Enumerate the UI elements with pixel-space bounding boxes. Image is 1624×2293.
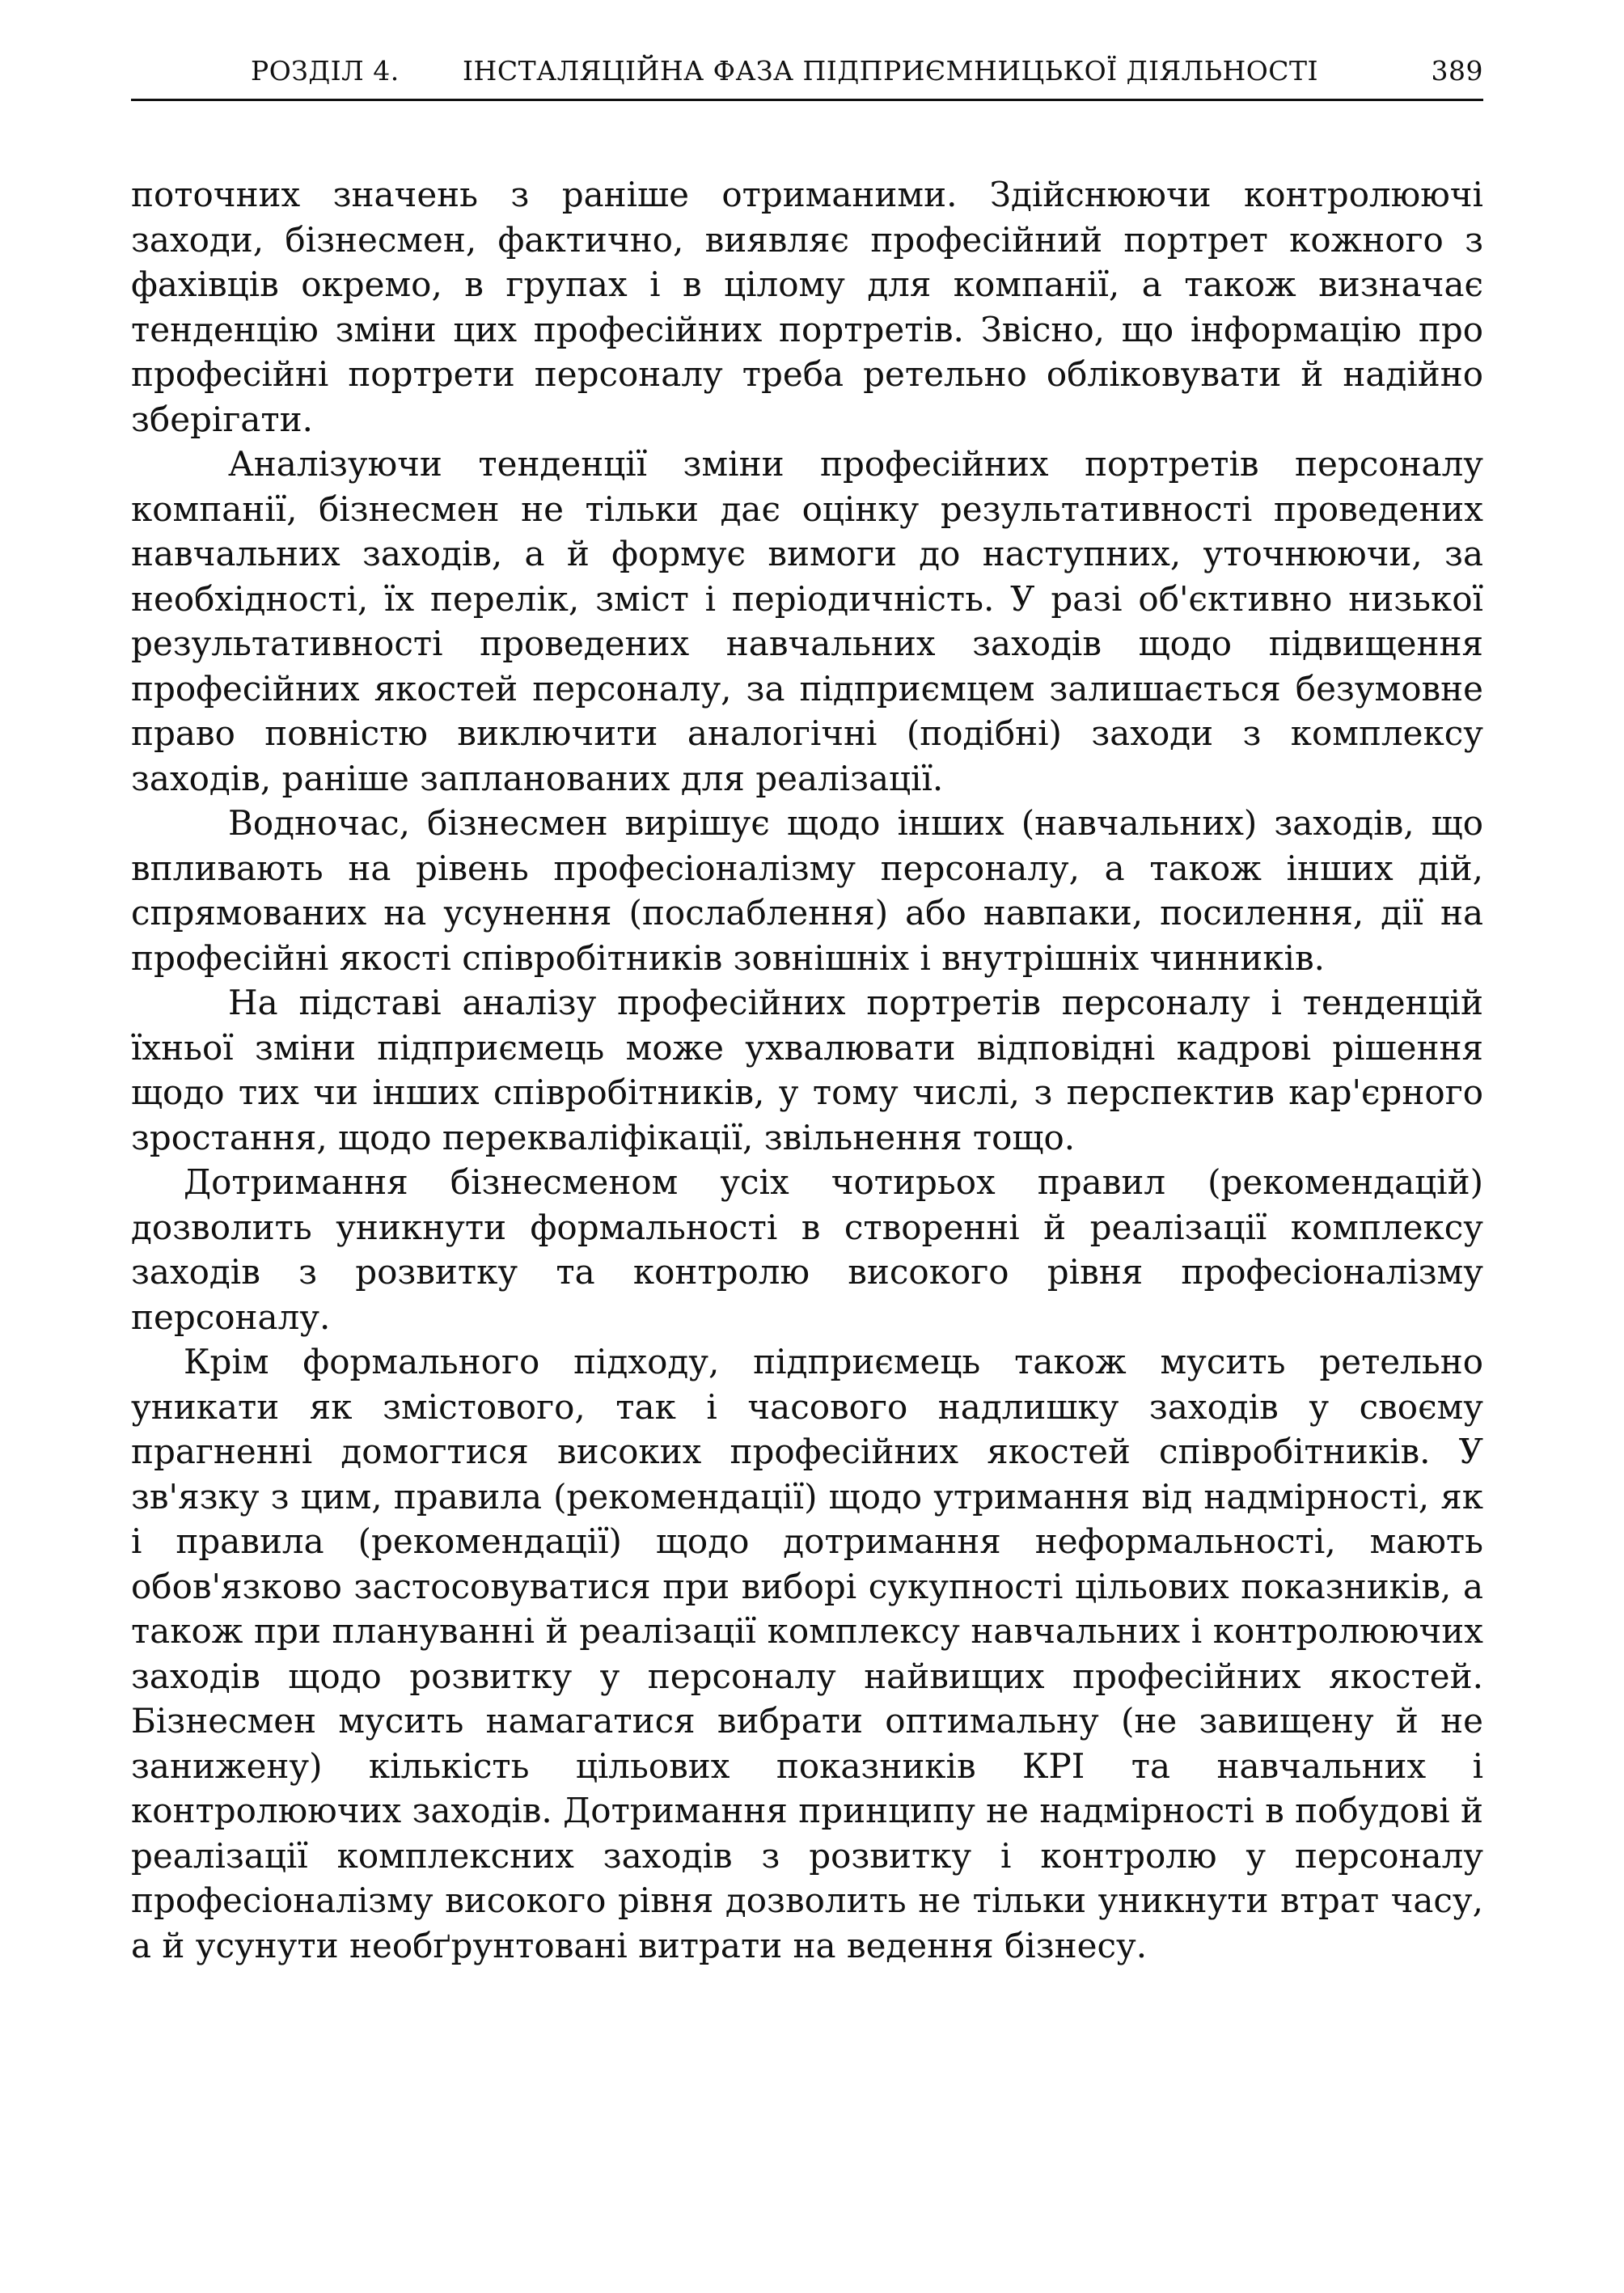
paragraph: Дотримання бізнесменом усіх чотирьох правил (рекомендацій) дозволить уникнути формальності в створенні й реалізації комплексу заходів з розвитку та контролю високого рівня професіоналізму персоналу. — [131, 1162, 1483, 1337]
paragraph: Водночас, бізнесмен вирішує щодо інших (навчальних) заходів, що впливають на рівень професіоналізму персоналу, а також інших дій, спрямованих на усунення (послаблення) або навпаки, посилення, дії на професійні якості співробітників зовнішніх і внутрішніх чинників. — [131, 803, 1483, 978]
chapter-label: РОЗДІЛ 4. — [251, 55, 400, 87]
paragraph: Аналізуючи тенденції зміни професійних портретів персоналу компанії, бізнесмен не тільки дає оцінку результативності проведених навчальних заходів, а й формує вимоги до наступних, уточнюючи, за необхідності, їх перелік, зміст і періодичність. У разі об'єктивно низької результативності проведених навчальних заходів щодо підвищення професійних якостей персоналу, за підприємцем залишається безумовне право повністю виключити аналогічні (подібні) заходи з комплексу заходів, раніше запланованих для реалізації. — [131, 444, 1483, 798]
paragraph: На підставі аналізу професійних портретів персоналу і тенденцій їхньої зміни підприємець може ухвалювати відповідні кадрові рішення щодо тих чи інших співробітників, у тому числі, з перспектив кар'єрного зростання, щодо перекваліфікації, звільнення тощо. — [131, 983, 1483, 1157]
paragraph-continued: поточних значень з раніше отриманими. Здійснюючи контролюючі заходи, бізнесмен, фактично, виявляє професійний портрет кожного з фахівців окремо, в групах і в цілому для компанії, а також визначає тенденцію зміни цих професійних портретів. Звісно, що інформацію про професійні портрети персоналу треба ретельно обліковувати й надійно зберігати. — [131, 175, 1483, 439]
paragraph: Крім формального підходу, підприємець також мусить ретельно уникати як змістового, так і часового надлишку заходів у своєму прагненні домогтися високих професійних якостей співробітників. У зв'язку з цим, правила (рекомендації) щодо утримання від надмірності, як і правила (рекомендації) щодо дотримання неформальності, мають обов'язково застосовуватися при виборі сукупності цільових показників, а також при плануванні й реалізації комплексу навчальних і контролюючих заходів щодо розвитку у персоналу найвищих професійних якостей. Бізнесмен мусить намагатися вибрати оптимальну (не завищену й не занижену) кількість цільових показників КРІ та навчальних і контролюючих заходів. Дотримання принципу не надмірності в побудові й реалізації комплексних заходів з розвитку і контролю у персоналу професіоналізму високого рівня дозволить не тільки уникнути втрат часу, а й усунути необґрунтовані витрати на ведення бізнесу. — [131, 1342, 1483, 1965]
page-number: 389 — [1431, 55, 1483, 87]
running-head — [131, 47, 1483, 101]
chapter-title: ІНСТАЛЯЦІЙНА ФАЗА ПІДПРИЄМНИЦЬКОЇ ДІЯЛЬНОСТІ — [463, 55, 1319, 87]
body-text — [131, 172, 1483, 1968]
